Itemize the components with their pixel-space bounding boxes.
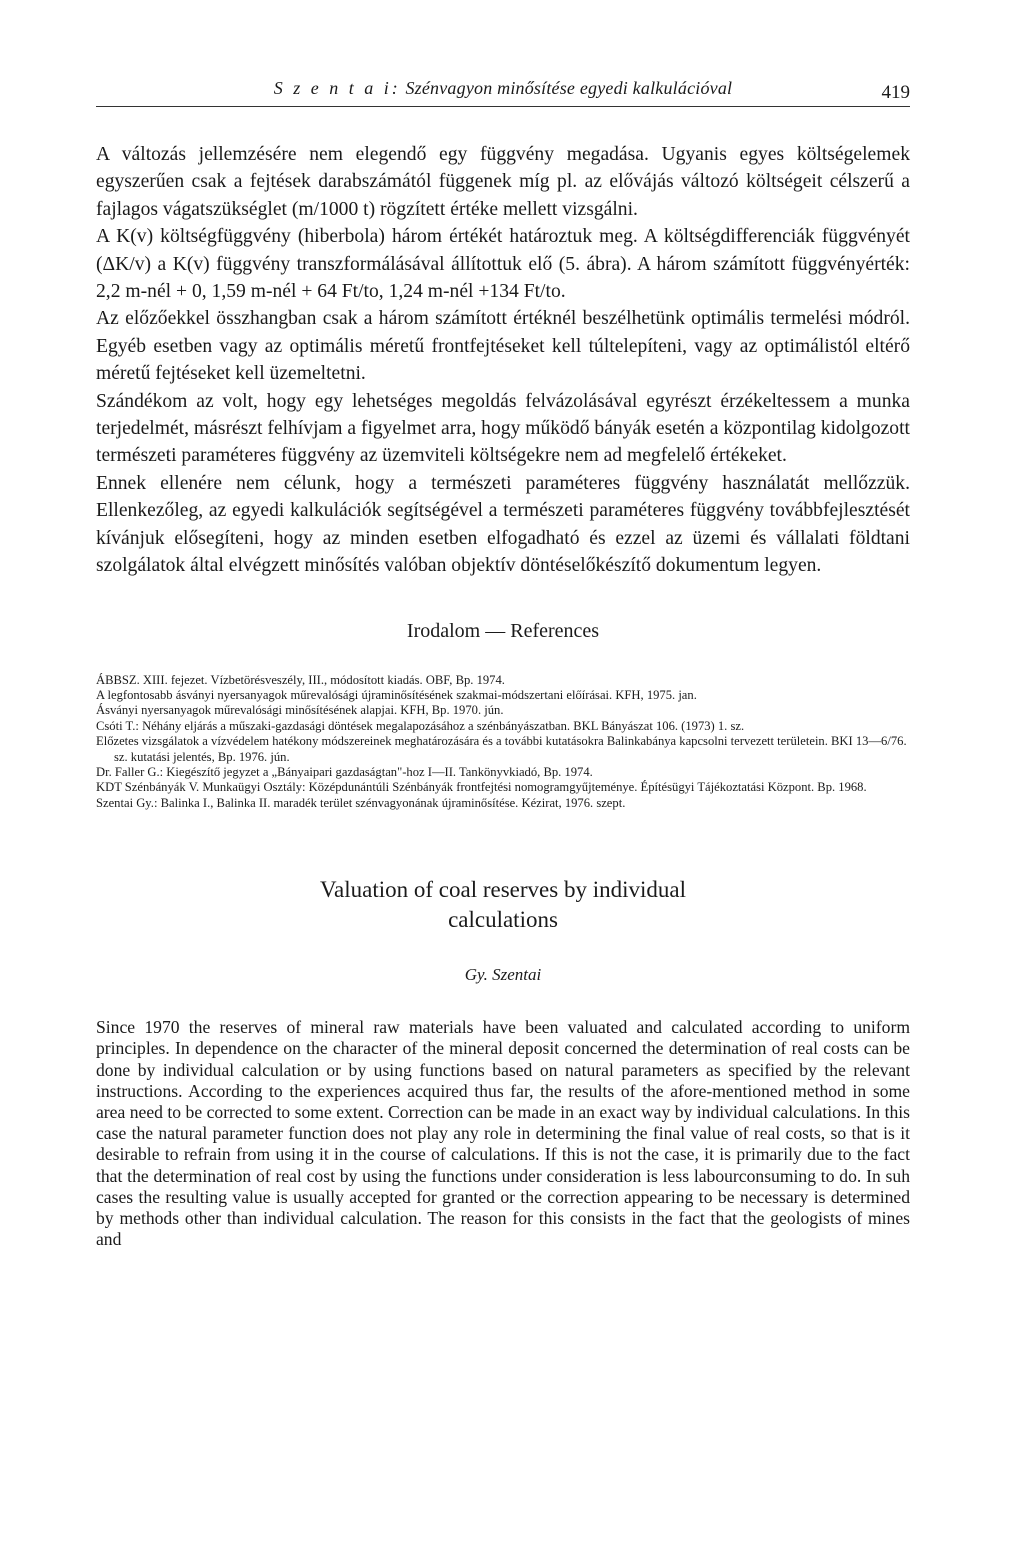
body-paragraph: A K(v) költségfüggvény (hiberbola) három értékét határoztuk meg. A költségdifferenciák függvényét (ΔK/v) a K(v) függvény transzformálásával állítottuk elő (5. ábra). A három számított függvényérték: 2,2 m-nél + 0, 1,59 m-nél + 64 Ft/to, 1,24 m-nél +134 Ft/to. — [96, 226, 910, 303]
header-title: Szénvagyon minősítése egyedi kalkulációval — [405, 78, 733, 98]
reference-item: A legfontosabb ásványi nyersanyagok műrevalósági újraminősítésének szakmai-módszertani előírásai. KFH, 1975. jan. — [96, 687, 697, 702]
header-author: S z e n t a i: — [273, 78, 401, 98]
reference-item: Csóti T.: Néhány eljárás a műszaki-gazdasági döntések megalapozásához a szénbányászatban. BKL Bányászat 106. (1973) 1. sz. — [96, 718, 745, 733]
page-number: 419 — [881, 82, 910, 103]
reference-item: ÁBBSZ. XIII. fejezet. Vízbetörésveszély, III., módosított kiadás. OBF, Bp. 1974. — [96, 672, 505, 687]
body-text — [96, 141, 910, 580]
page — [96, 70, 910, 1250]
references-list — [96, 673, 910, 812]
body-paragraph: A változás jellemzésére nem elegendő egy függvény megadása. Ugyanis egyes költségelemek egyszerűen csak a fejtések darabszámától függenek míg pl. az elővájás változó költségeit célszerű a fajlagos vágatszükséglet (m/1000 t) rögzített értéke mellett vizsgálni. — [96, 144, 910, 220]
english-author: Gy. Szentai — [464, 965, 542, 985]
english-title — [96, 875, 910, 935]
running-header — [96, 70, 910, 107]
english-abstract — [96, 1017, 910, 1250]
reference-item: Szentai Gy.: Balinka I., Balinka II. maradék terület szénvagyonának újraminősítése. Kézirat, 1976. szept. — [96, 795, 626, 810]
reference-item: Ásványi nyersanyagok műrevalósági minősítésének alapjai. KFH, Bp. 1970. jún. — [96, 703, 504, 718]
reference-item: KDT Szénbányák V. Munkaügyi Osztály: Középdunántúli Szénbányák frontfejtési nomogramgyűjteménye. Építésügyi Tájékoztatási Központ. Bp. 1968. — [96, 780, 867, 795]
references-heading: Irodalom — References — [406, 619, 600, 642]
english-title-line: Valuation of coal reserves by individual — [320, 877, 686, 903]
reference-item: Előzetes vizsgálatok a vízvédelem hatékony módszereinek meghatározására és a további kutatásokra Balinkabánya kapcsolni tervezett területein. BKI 13—6/76. sz. kutatási jelentés, Bp. 1976. jún. — [96, 734, 907, 764]
abstract-paragraph: Since 1970 the reserves of mineral raw materials have been valuated and calculated according to uniform principles. In dependence on the character of the mineral deposit concerned the determination of real costs can be done by individual calculation or by using functions based on natural parameters as specified by the relevant instructions. According to the experiences acquired thus far, the results of the afore-mentioned method in some area need to be corrected to some extent. Correction can be made in an exact way by individual calculations. In this case the natural parameter function does not play any role in determining the final value of real costs, so that is it desirable to refrain from using it in the course of calculations. If this is not the case, it is primarily due to the fact that the determination of real cost by using the functions under consideration is less labourconsuming to do. In suh cases the resulting value is usually accepted for granted or the correction appearing to be necessary is determined by methods other than individual calculation. The reason for this consists in the fact that the geologists of mines and — [96, 1017, 910, 1250]
reference-item: Dr. Faller G.: Kiegészítő jegyzet a „Bányaipari gazdaságtan"-hoz I—II. Tankönyvkiadó, Bp. 1974. — [96, 764, 593, 779]
english-title-line: calculations — [448, 907, 558, 933]
body-paragraph: Szándékom az volt, hogy egy lehetséges megoldás felvázolásával egyrészt érzékeltessem a munka terjedelmét, másrészt felhívjam a figyelmet arra, hogy működő bányák esetén a központilag kidolgozott természeti paraméteres függvény az üzemviteli költségekre nem ad megfelelő értékeket. — [96, 390, 910, 467]
body-paragraph: Az előzőekkel összhangban csak a három számított értéknél beszélhetünk optimális termelési módról. Egyéb esetben vagy az optimális méretű frontfejtéseket kell túltelepíteni, vagy az optimálistól eltérő méretű fejtéseket kell üzemeltetni. — [96, 308, 910, 385]
body-paragraph: Ennek ellenére nem célunk, hogy a természeti paraméteres függvény használatát mellőzzük. Ellenkezőleg, az egyedi kalkulációk segítségével a természeti paraméteres függvény továbbfejlesztését kívánjuk elősegíteni, hogy az minden esetben elfogadható és ezzel az üzemi és vállalati földtani szolgálatok által elvégzett minősítés valóban objektív döntéselőkészítő dokumentum legyen. — [96, 472, 910, 577]
